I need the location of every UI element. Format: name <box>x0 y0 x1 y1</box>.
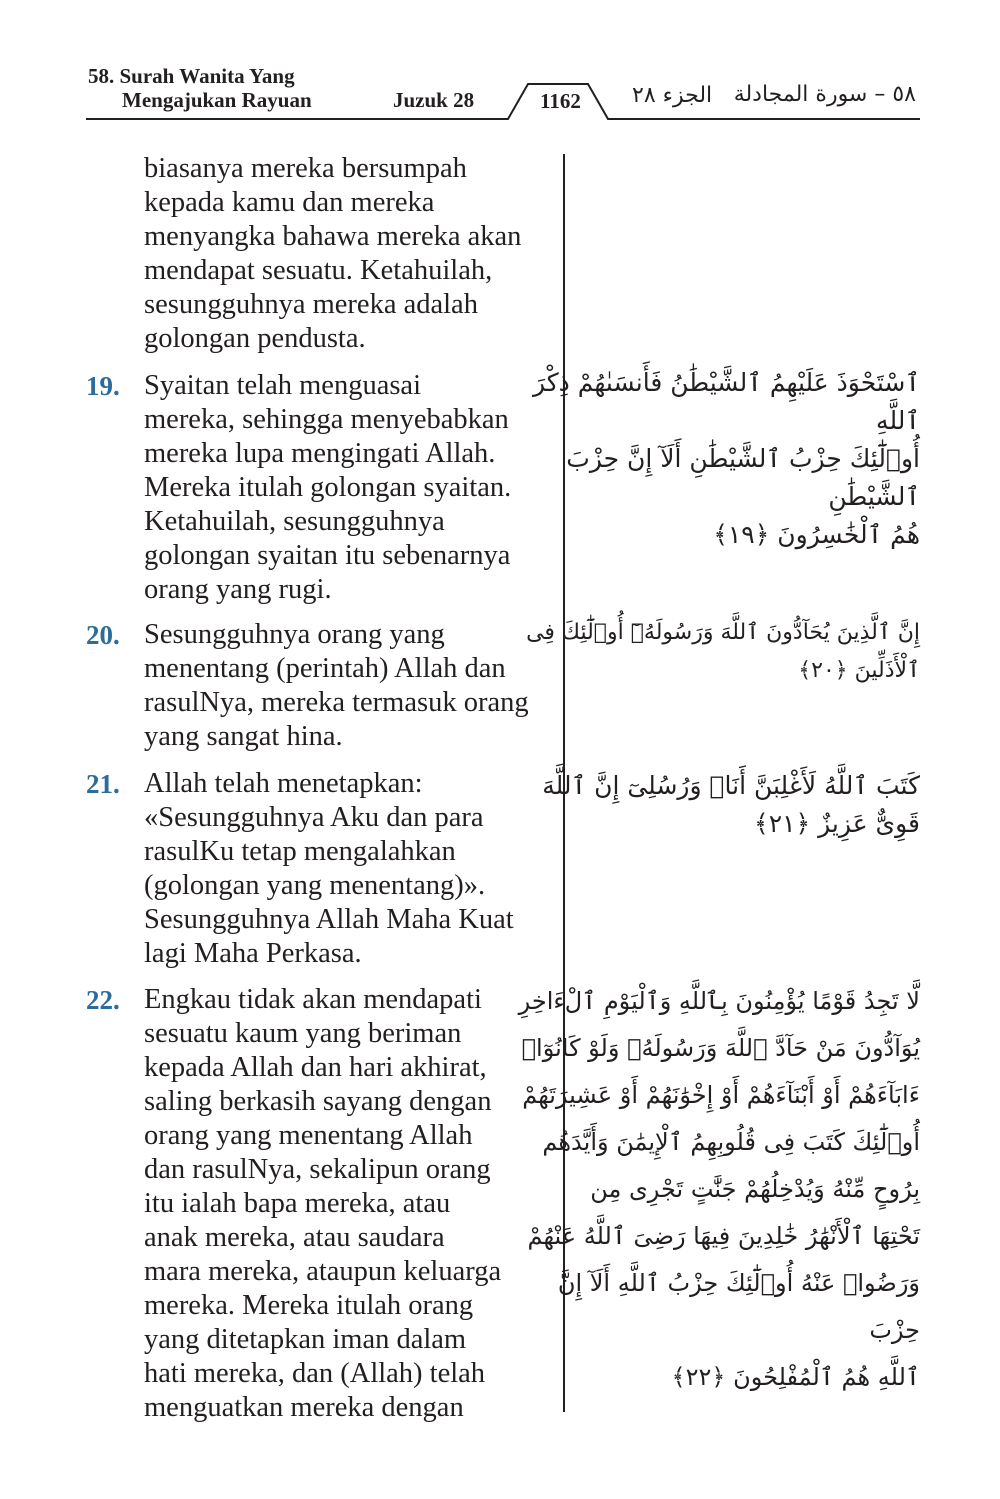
verse-number: 22. <box>86 985 120 1015</box>
juz-label-latin: Juzuk 28 <box>393 88 475 112</box>
verse-22-arabic: لَّا تَجِدُ قَوْمًا يُؤْمِنُونَ بِٱللَّهِ وَٱلْيَوْمِ ٱلْءَاخِرِ يُوَآدُّونَ مَنْ حَآدَّ ٱللَّهَ وَرَسُولَهُۥ وَلَوْ كَانُوٓا۟ ءَابَآءَهُمْ أَوْ أَبْنَآءَهُمْ أَوْ إِخْوَٰنَهُمْ أَوْ عَشِيرَتَهُمْ أُو۟لَٰٓئِكَ كَتَبَ فِى قُلُوبِهِمُ ٱلْإِيمَٰنَ وَأَيَّدَهُم بِرُوحٍ مِّنْهُ وَيُدْخِلُهُمْ جَنَّٰتٍ تَجْرِى مِن تَحْتِهَا ٱلْأَنْهَٰرُ خَٰلِدِينَ فِيهَا رَضِىَ ٱللَّهُ عَنْهُمْ وَرَضُوا۟ عَنْهُ أُو۟لَٰٓئِكَ حِزْبُ ٱللَّهِ أَلَآ إِنَّ حِزْبَ ٱللَّهِ هُمُ ٱلْمُفْلِحُونَ ﴿٢٢﴾ <box>518 987 920 1391</box>
verse-number: 21. <box>86 769 120 799</box>
surah-title-arabic: ٥٨ – سورة المجادلة <box>733 82 916 107</box>
verse-number: 20. <box>86 620 120 650</box>
surah-title-line1: 58. Surah Wanita Yang <box>88 64 295 88</box>
header-rule <box>0 0 1000 140</box>
verse-translation: Engkau tidak akan mendapati sesuatu kaum yang beriman kepada Allah dan hari akhirat, saling berkasih sayang dengan orang yang menentang Allah dan rasulNya, sekalipun orang itu ialah bapa mereka, atau anak mereka, atau saudara mara mereka, ataupun keluarga mereka. Mereka itulah orang yang ditetapkan iman dalam hati mereka, dan (Allah) telah menguatkan mereka dengan <box>144 984 502 1423</box>
surah-title-line2: Mengajukan Rayuan <box>122 88 312 112</box>
verse-translation: Syaitan telah menguasai mereka, sehingga menyebabkan mereka lupa mengingati Allah. Mereka itulah golongan syaitan. Ketahuilah, sesungguhnya golongan syaitan itu sebenarnya orang yang rugi. <box>144 370 512 605</box>
juz-label-arabic: الجزء ٢٨ <box>632 83 713 108</box>
verse-19-arabic: ٱسْتَحْوَذَ عَلَيْهِمُ ٱلشَّيْطَٰنُ فَأَنسَىٰهُمْ ذِكْرَ ٱللَّهِ أُو۟لَٰٓئِكَ حِزْبُ ٱلشَّيْطَٰنِ أَلَآ إِنَّ حِزْبَ ٱلشَّيْطَٰنِ هُمُ ٱلْخَٰسِرُونَ ﴿١٩﴾ <box>532 368 920 549</box>
page-number: 1162 <box>540 89 581 113</box>
verse-number: 19. <box>86 371 120 401</box>
verse-translation: Allah telah menetapkan: «Sesungguhnya Aku dan para rasulKu tetap mengalahkan (golongan yang menentang)». Sesungguhnya Allah Maha Kuat lagi Maha Perkasa. <box>144 768 514 969</box>
verse-translation: Sesungguhnya orang yang menentang (perintah) Allah dan rasulNya, mereka termasuk orang yang sangat hina. <box>144 619 529 752</box>
verse-21-arabic: كَتَبَ ٱللَّهُ لَأَغْلِبَنَّ أَنَا۠ وَرُسُلِىٓ إِنَّ ٱللَّهَ قَوِىٌّ عَزِيزٌ ﴿٢١﴾ <box>542 771 920 838</box>
verse-20-arabic: إِنَّ ٱلَّذِينَ يُحَآدُّونَ ٱللَّهَ وَرَسُولَهُۥٓ أُو۟لَٰٓئِكَ فِى ٱلْأَذَلِّينَ ﴿٢٠﴾ <box>526 620 920 683</box>
continuation-text: biasanya mereka bersumpah kepada kamu dan mereka menyangka bahawa mereka akan mendapat sesuatu. Ketahuilah, sesungguhnya mereka adalah golongan pendusta. <box>144 153 522 354</box>
